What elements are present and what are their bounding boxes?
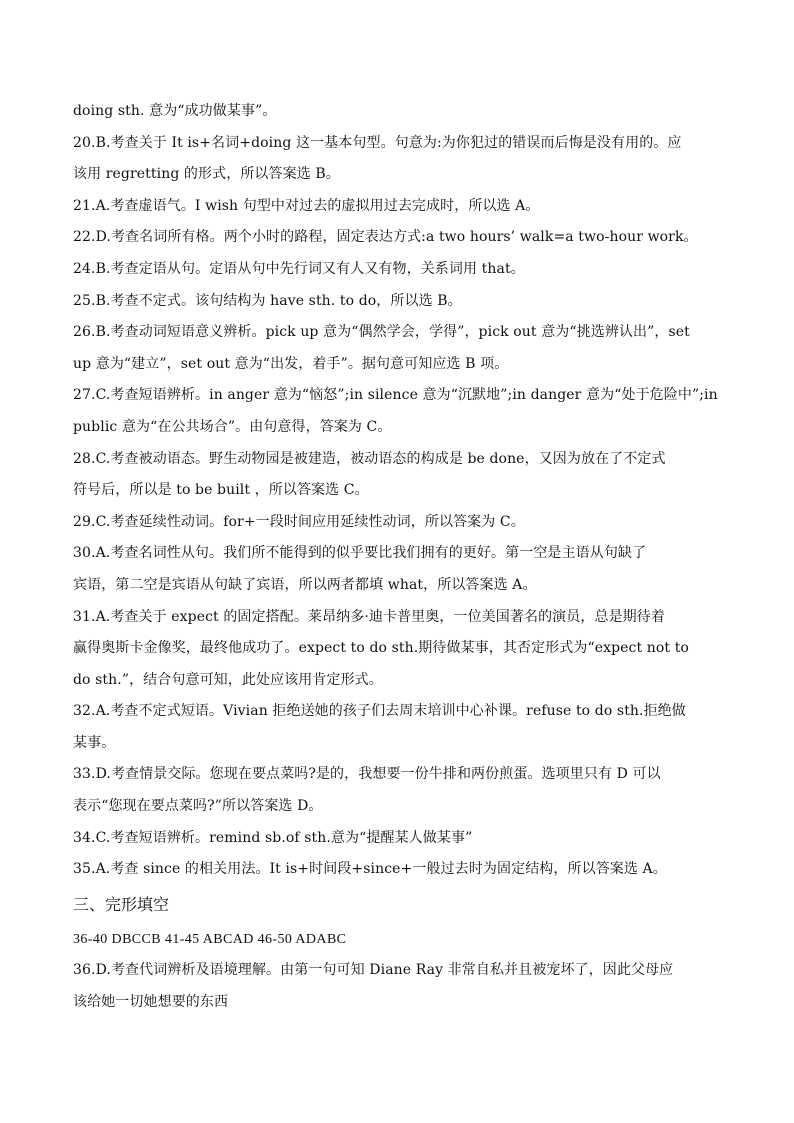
answer-line: 25.B.考查不定式。该句结构为 have sth. to do，所以选 B。 bbox=[73, 292, 462, 309]
answer-21 bbox=[73, 191, 723, 223]
answer-line: 26.B.考查动词短语意义辨析。pick up 意为“偶然学会，学得”，pick out 意为“挑选辨认出”，set bbox=[73, 324, 690, 341]
answer-36 bbox=[73, 955, 723, 1018]
answer-line: public 意为“在公共场合”。由句意得，答案为 C。 bbox=[73, 418, 392, 435]
answer-line: 某事。 bbox=[73, 734, 116, 751]
continuation-line: doing sth. 意为“成功做某事”。 bbox=[73, 103, 277, 119]
answer-line: up 意为“建立”，set out 意为“出发，着手”。据句意可知应选 B 项。 bbox=[73, 355, 509, 372]
answer-line: 该用 regretting 的形式，所以答案选 B。 bbox=[73, 166, 340, 183]
answer-line: 34.C.考查短语辨析。remind sb.of sth.意为“提醒某人做某事” bbox=[73, 829, 473, 846]
answer-line: 符号后，所以是 to be built ，所以答案选 C。 bbox=[73, 482, 369, 499]
answer-line: 29.C.考查延续性动词。for+一段时间应用延续性动词，所以答案为 C。 bbox=[73, 513, 525, 530]
answer-28 bbox=[73, 444, 723, 507]
answer-29 bbox=[73, 507, 723, 539]
answer-line: 35.A.考查 since 的相关用法。It is+时间段+since+一般过去时为固定结构，所以答案选 A。 bbox=[73, 861, 667, 878]
answer-line: 表示“您现在要点菜吗?”所以答案选 D。 bbox=[73, 798, 323, 815]
answer-line: 30.A.考查名词性从句。我们所不能得到的似乎要比我们拥有的更好。第一空是主语从句缺了 bbox=[73, 545, 647, 562]
answer-line: 宾语，第二空是宾语从句缺了宾语，所以两者都填 what，所以答案选 A。 bbox=[73, 576, 537, 593]
answer-line: 31.A.考查关于 expect 的固定搭配。莱昂纳多·迪卡普里奥，一位美国著名的演员，总是期待着 bbox=[73, 608, 665, 625]
answer-27 bbox=[73, 380, 723, 443]
document-page bbox=[73, 96, 723, 1019]
answer-34 bbox=[73, 823, 723, 855]
answer-line: 33.D.考查情景交际。您现在要点菜吗?是的，我想要一份牛排和两份煎蛋。选项里只有 D 可以 bbox=[73, 766, 661, 783]
answer-line: 24.B.考查定语从句。定语从句中先行词又有人又有物，关系词用 that。 bbox=[73, 260, 525, 277]
answer-line: 赢得奥斯卡金像奖，最终他成功了。expect to do sth.期待做某事，其否定形式为“expect not to bbox=[73, 640, 689, 657]
answer-35 bbox=[73, 854, 723, 886]
answer-line: 22.D.考查名词所有格。两个小时的路程，固定表达方式:a two hours’ walk=a two-hour work。 bbox=[73, 229, 698, 246]
answer-line: 27.C.考查短语辨析。in anger 意为“恼怒”;in silence 意为“沉默地”;in danger 意为“处于危险中”;in bbox=[73, 387, 718, 404]
section-heading: 三、完形填空 bbox=[73, 894, 170, 914]
answer-32 bbox=[73, 696, 723, 759]
answer-33 bbox=[73, 759, 723, 822]
answer-25 bbox=[73, 286, 723, 318]
answer-line: 28.C.考查被动语态。野生动物园是被建造，被动语态的构成是 be done，又因为放在了不定式 bbox=[73, 450, 666, 467]
answer-22 bbox=[73, 222, 723, 254]
answer-26 bbox=[73, 317, 723, 380]
answer-31 bbox=[73, 602, 723, 697]
answer-line: 该给她一切她想要的东西 bbox=[73, 994, 229, 1011]
answer-line: 20.B.考查关于 It is+名词+doing 这一基本句型。句意为:为你犯过的错误而后悔是没有用的。应 bbox=[73, 134, 682, 151]
answer-key: 36-40 DBCCB 41-45 ABCAD 46-50 ADABC bbox=[73, 931, 347, 947]
answer-line: 36.D.考查代词辨析及语境理解。由第一句可知 Diane Ray 非常自私并且被宠坏了，因此父母应 bbox=[73, 962, 674, 979]
answer-30 bbox=[73, 538, 723, 601]
answer-line: do sth.”，结合句意可知，此处应该用肯定形式。 bbox=[73, 671, 383, 688]
answer-line: 21.A.考查虚语气。I wish 句型中对过去的虚拟用过去完成时，所以选 A。 bbox=[73, 197, 540, 214]
answer-line: 32.A.考查不定式短语。Vivian 拒绝送她的孩子们去周末培训中心补课。refuse to do sth.拒绝做 bbox=[73, 703, 686, 720]
answer-20 bbox=[73, 128, 723, 191]
answer-24 bbox=[73, 254, 723, 286]
